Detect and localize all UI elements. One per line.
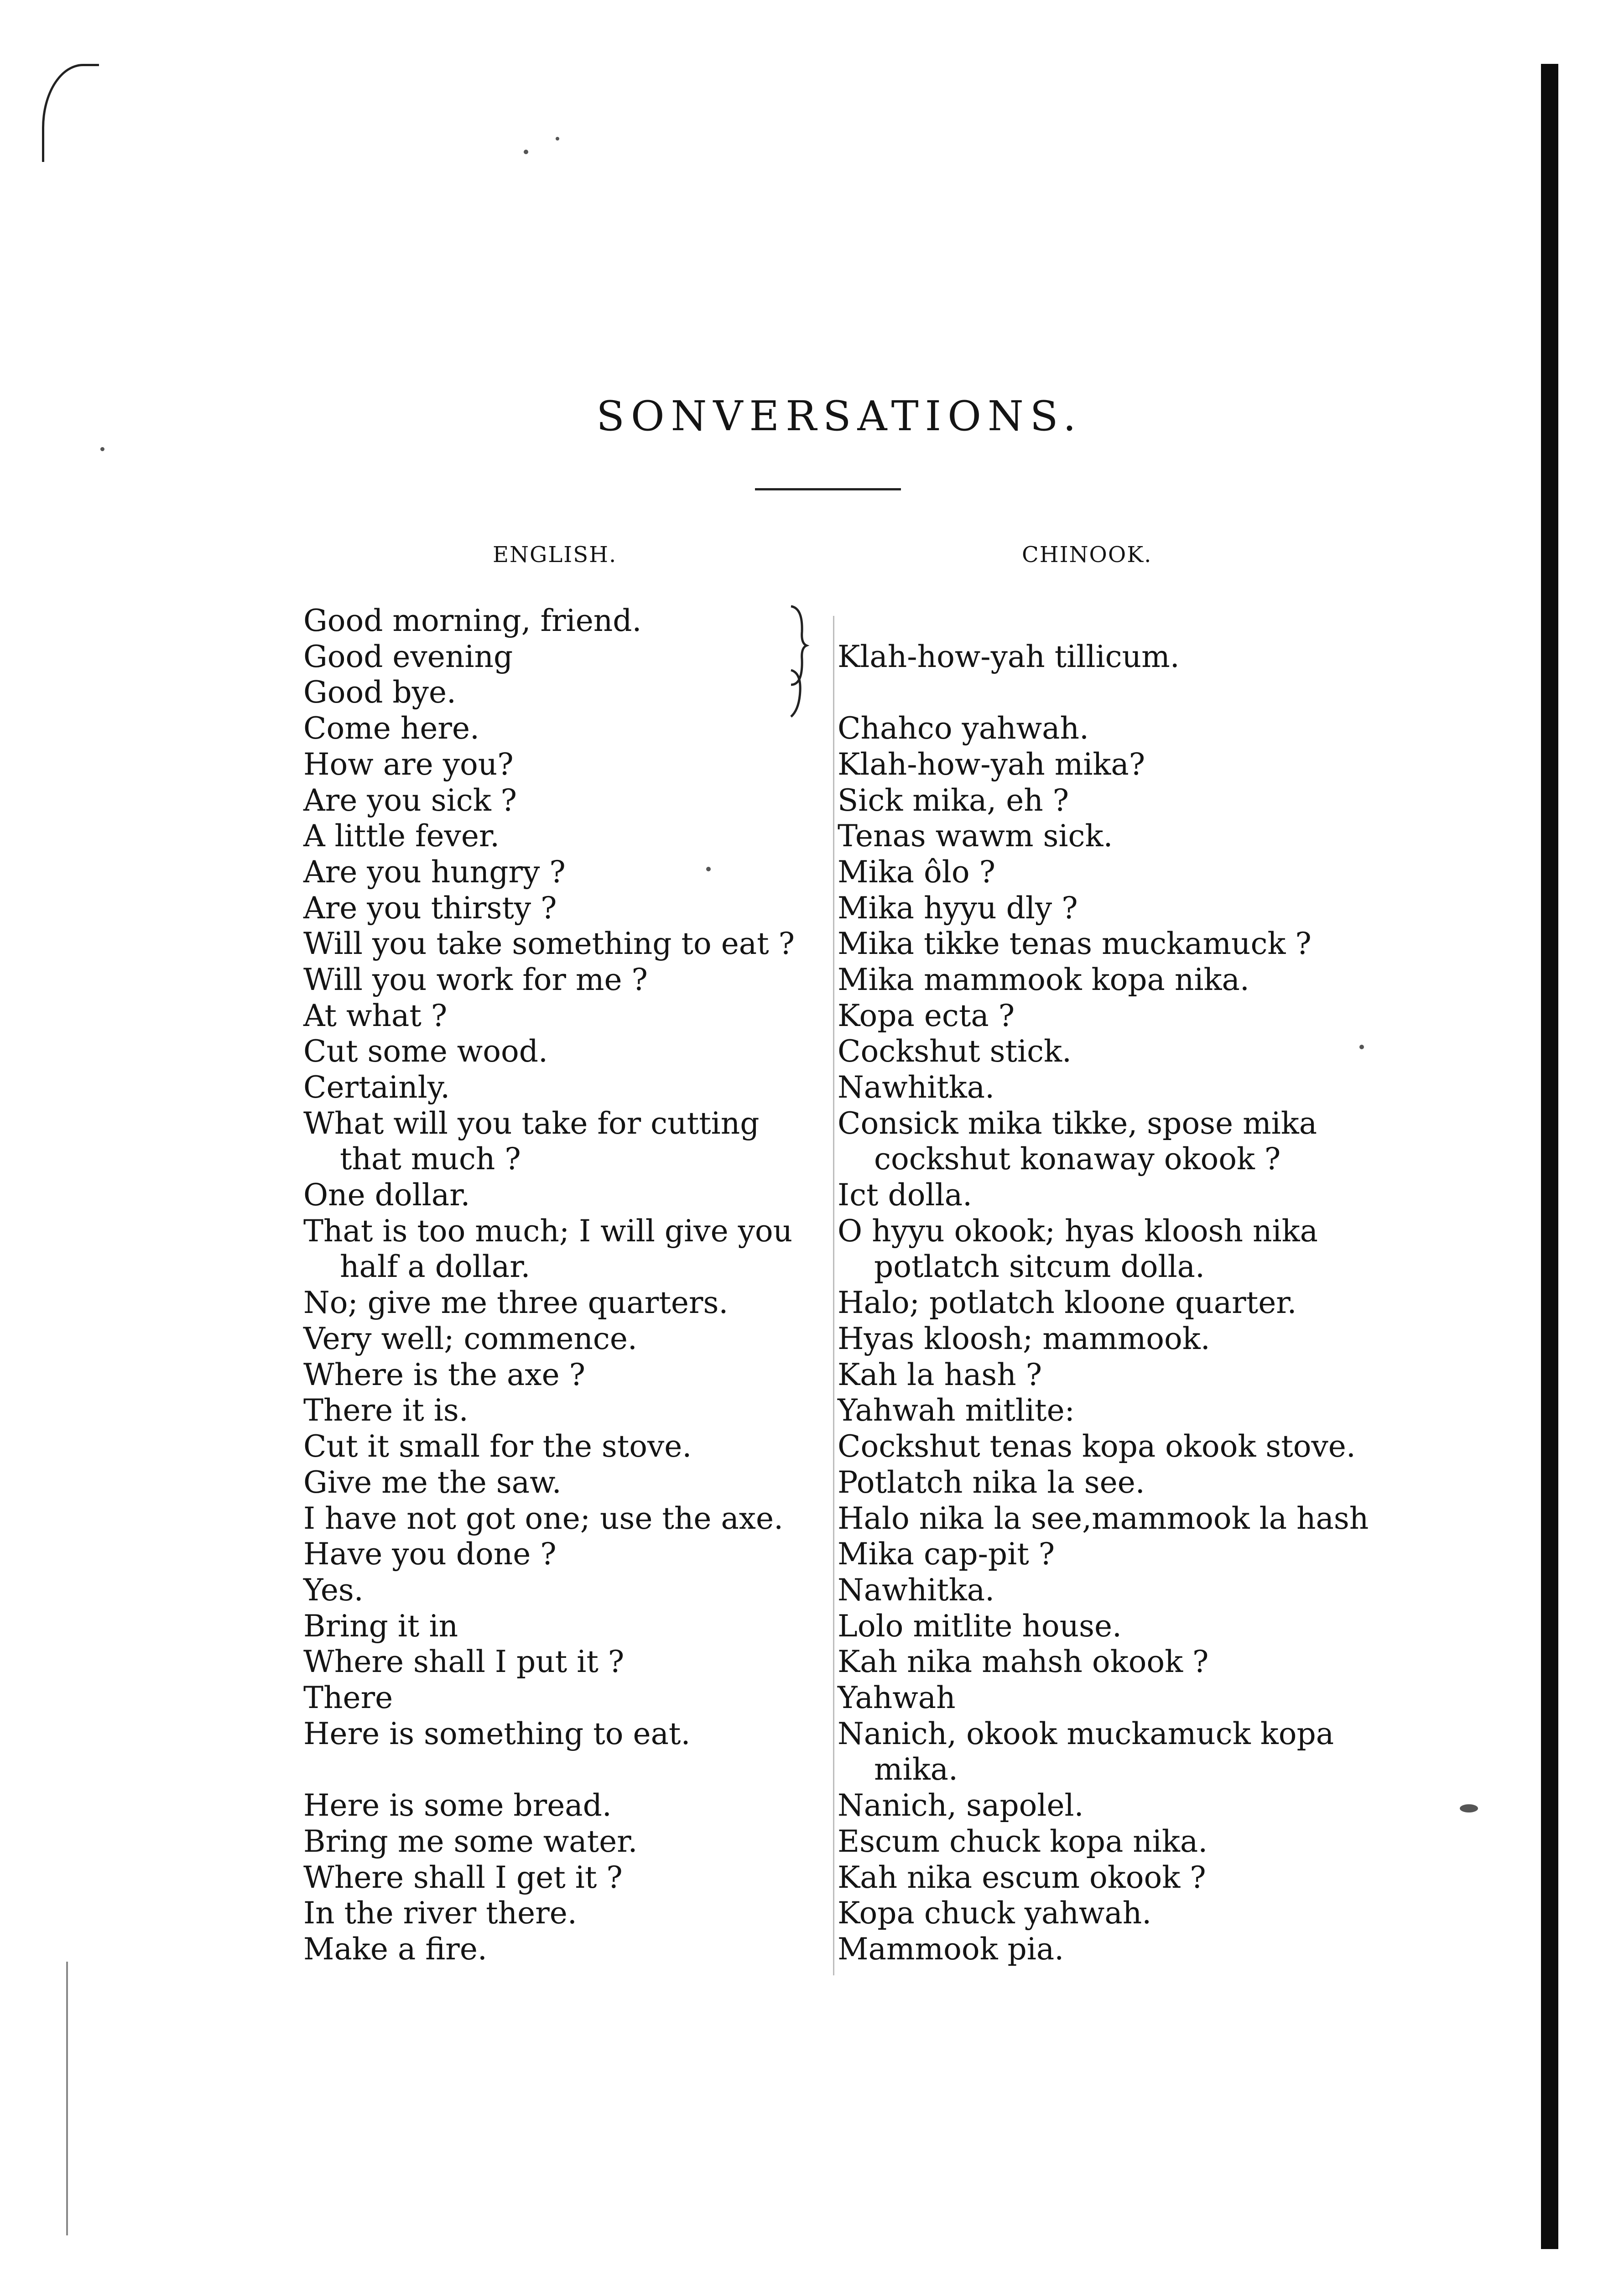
english-phrase-line: Will you work for me ? xyxy=(303,962,648,997)
english-phrase xyxy=(303,1536,828,1572)
english-phrase xyxy=(303,1860,828,1896)
conversation-row xyxy=(0,1213,1624,1285)
english-phrase-line: Here is something to eat. xyxy=(303,1716,691,1751)
english-phrase xyxy=(303,1896,828,1931)
conversation-row xyxy=(0,639,1624,675)
chinook-phrase-line: Yahwah mitlite: xyxy=(838,1393,1075,1428)
column-header-chinook: CHINOOK. xyxy=(1022,542,1152,568)
chinook-phrase xyxy=(838,1824,1374,1859)
conversation-row xyxy=(0,1860,1624,1896)
chinook-phrase-line: O hyyu okook; hyas kloosh nika xyxy=(838,1213,1318,1249)
chinook-phrase xyxy=(838,1716,1374,1787)
chinook-phrase-line: Chahco yahwah. xyxy=(838,711,1089,746)
conversation-row xyxy=(0,783,1624,819)
chinook-phrase-line: Nawhitka. xyxy=(838,1572,995,1608)
english-phrase xyxy=(303,1680,828,1716)
print-speck xyxy=(100,447,104,451)
english-phrase-line: Are you sick ? xyxy=(303,782,517,818)
chinook-phrase-line: Klah-how-yah mika? xyxy=(838,746,1145,782)
conversation-row xyxy=(0,1824,1624,1860)
english-phrase xyxy=(303,1429,828,1464)
chinook-phrase xyxy=(838,1501,1374,1536)
conversation-row xyxy=(0,1573,1624,1609)
conversation-row xyxy=(0,1070,1624,1106)
chinook-phrase xyxy=(838,1213,1374,1285)
chinook-phrase xyxy=(838,1680,1374,1716)
english-phrase-line: Good bye. xyxy=(303,675,456,710)
english-phrase xyxy=(303,675,828,710)
chinook-phrase xyxy=(838,1932,1374,1967)
chinook-phrase-line: Escum chuck kopa nika. xyxy=(838,1823,1208,1859)
conversation-row xyxy=(0,962,1624,998)
english-phrase xyxy=(303,1321,828,1357)
chinook-phrase xyxy=(838,1357,1374,1393)
english-phrase xyxy=(303,711,828,746)
chinook-phrase-line: Consick mika tikke, spose mika xyxy=(838,1105,1317,1141)
english-phrase-line: Where is the axe ? xyxy=(303,1357,586,1392)
english-phrase-line: In the river there. xyxy=(303,1896,577,1931)
chinook-phrase-line: Mammook pia. xyxy=(838,1931,1064,1967)
chinook-phrase xyxy=(838,1177,1374,1213)
chinook-phrase-line: Kah nika escum okook ? xyxy=(838,1859,1206,1895)
chinook-phrase xyxy=(838,747,1374,782)
chinook-phrase-line: Kopa ecta ? xyxy=(838,998,1015,1033)
english-phrase-line: There it is. xyxy=(303,1393,468,1428)
english-phrase xyxy=(303,1824,828,1859)
english-phrase xyxy=(303,1501,828,1536)
chinook-phrase xyxy=(838,1465,1374,1500)
conversation-row xyxy=(0,1357,1624,1393)
chinook-phrase-line: Halo; potlatch kloone quarter. xyxy=(838,1285,1297,1321)
english-phrase-line: Good morning, friend. xyxy=(303,603,642,638)
conversation-row xyxy=(0,1106,1624,1177)
conversation-row xyxy=(0,998,1624,1034)
english-phrase xyxy=(303,1465,828,1500)
conversation-row xyxy=(0,818,1624,854)
conversation-row xyxy=(0,1321,1624,1357)
chinook-phrase-line: Nanich, sapolel. xyxy=(838,1788,1084,1823)
chinook-phrase-line: Yahwah xyxy=(838,1680,956,1715)
english-phrase-line: Where shall I get it ? xyxy=(303,1859,623,1895)
chinook-phrase-line: Lolo mitlite house. xyxy=(838,1608,1122,1644)
conversation-row xyxy=(0,854,1624,891)
conversation-row xyxy=(0,891,1624,927)
conversation-row xyxy=(0,1034,1624,1070)
english-phrase xyxy=(303,639,828,675)
conversation-row xyxy=(0,1644,1624,1680)
chinook-phrase xyxy=(838,1609,1374,1644)
english-phrase-line: At what ? xyxy=(303,998,448,1033)
column-header-english: ENGLISH. xyxy=(493,542,617,568)
chinook-phrase-line: Klah-how-yah tillicum. xyxy=(838,639,1180,674)
chinook-phrase xyxy=(838,1896,1374,1931)
print-speck xyxy=(1359,1045,1364,1049)
chinook-phrase xyxy=(838,639,1374,675)
chinook-phrase-line: Sick mika, eh ? xyxy=(838,782,1069,818)
english-phrase xyxy=(303,962,828,998)
english-phrase-line: Will you take something to eat ? xyxy=(303,926,795,962)
chinook-phrase-line: Potlatch nika la see. xyxy=(838,1464,1145,1500)
chinook-phrase xyxy=(838,1644,1374,1680)
english-phrase xyxy=(303,926,828,962)
english-phrase-line: I have not got one; use the axe. xyxy=(303,1500,784,1536)
english-phrase-line: Are you thirsty ? xyxy=(303,890,557,926)
english-phrase xyxy=(303,1573,828,1608)
chinook-phrase xyxy=(838,1321,1374,1357)
chinook-phrase-line: Mika ôlo ? xyxy=(838,854,995,890)
english-phrase-line: Bring it in xyxy=(303,1608,458,1644)
english-phrase xyxy=(303,1106,828,1177)
english-phrase xyxy=(303,1285,828,1321)
conversation-row xyxy=(0,747,1624,783)
chinook-phrase xyxy=(838,1285,1374,1321)
chinook-phrase-line: Kah nika mahsh okook ? xyxy=(838,1644,1209,1680)
chinook-phrase xyxy=(838,1070,1374,1105)
conversation-row xyxy=(0,1932,1624,1968)
conversation-row xyxy=(0,675,1624,711)
chinook-phrase xyxy=(838,962,1374,998)
english-phrase-line: There xyxy=(303,1680,393,1715)
chinook-phrase-line: Mika hyyu dly ? xyxy=(838,890,1078,926)
conversation-row xyxy=(0,1716,1624,1788)
print-speck xyxy=(556,137,559,141)
english-phrase xyxy=(303,1644,828,1680)
english-phrase-line: What will you take for cutting xyxy=(303,1105,760,1141)
chinook-phrase xyxy=(838,783,1374,818)
english-phrase-line: Have you done ? xyxy=(303,1536,557,1572)
english-phrase-line: Very well; commence. xyxy=(303,1321,637,1356)
chinook-phrase xyxy=(838,1034,1374,1069)
english-phrase-line: How are you? xyxy=(303,746,514,782)
conversation-row xyxy=(0,926,1624,962)
conversation-row xyxy=(0,1393,1624,1429)
english-phrase-line: Certainly. xyxy=(303,1070,450,1105)
english-phrase-line: Where shall I put it ? xyxy=(303,1644,625,1680)
english-phrase-line: Cut some wood. xyxy=(303,1034,548,1069)
chinook-phrase-line: Kopa chuck yahwah. xyxy=(838,1896,1152,1931)
english-phrase-line: Good evening xyxy=(303,639,513,674)
english-phrase xyxy=(303,1716,828,1752)
chinook-phrase xyxy=(838,1788,1374,1823)
chinook-phrase xyxy=(838,998,1374,1034)
english-phrase xyxy=(303,1609,828,1644)
english-phrase-line: Give me the saw. xyxy=(303,1464,562,1500)
chinook-phrase-line: Mika cap-pit ? xyxy=(838,1536,1055,1572)
english-phrase xyxy=(303,603,828,639)
print-speck xyxy=(706,867,711,871)
conversation-row xyxy=(0,1429,1624,1465)
english-phrase xyxy=(303,1788,828,1823)
english-phrase xyxy=(303,1070,828,1105)
chinook-phrase xyxy=(838,711,1374,746)
conversation-row xyxy=(0,1177,1624,1213)
english-phrase xyxy=(303,998,828,1034)
english-phrase xyxy=(303,818,828,854)
chinook-phrase-line: Cockshut tenas kopa okook stove. xyxy=(838,1429,1356,1464)
chinook-phrase-continuation: cockshut konaway okook ? xyxy=(874,1141,1281,1177)
english-phrase xyxy=(303,747,828,782)
chinook-phrase xyxy=(838,1860,1374,1896)
english-phrase-line: That is too much; I will give you xyxy=(303,1213,793,1249)
chinook-phrase-line: Nanich, okook muckamuck kopa xyxy=(838,1716,1334,1751)
chinook-phrase-continuation: potlatch sitcum dolla. xyxy=(874,1249,1205,1284)
conversation-row xyxy=(0,1609,1624,1645)
english-phrase xyxy=(303,1177,828,1213)
chinook-phrase-line: Cockshut stick. xyxy=(838,1034,1072,1069)
chinook-phrase xyxy=(838,1106,1374,1177)
english-phrase xyxy=(303,1393,828,1428)
english-phrase xyxy=(303,891,828,926)
english-phrase xyxy=(303,1213,828,1285)
chinook-phrase-line: Ict dolla. xyxy=(838,1177,973,1213)
english-phrase xyxy=(303,1932,828,1967)
chinook-phrase xyxy=(838,1536,1374,1572)
english-phrase-line: Are you hungry ? xyxy=(303,854,566,890)
english-phrase-line: A little fever. xyxy=(303,818,500,854)
print-speck xyxy=(524,150,528,154)
chinook-phrase-line: Halo nika la see,mammook la hash xyxy=(838,1500,1369,1536)
english-phrase xyxy=(303,1357,828,1393)
chinook-phrase-line: Nawhitka. xyxy=(838,1070,995,1105)
chinook-phrase xyxy=(838,854,1374,890)
english-phrase-continuation: that much ? xyxy=(340,1141,521,1177)
english-phrase xyxy=(303,854,828,890)
english-phrase-line: No; give me three quarters. xyxy=(303,1285,729,1321)
english-phrase-line: Here is some bread. xyxy=(303,1788,612,1823)
conversation-row xyxy=(0,1536,1624,1573)
conversation-row xyxy=(0,1501,1624,1537)
chinook-phrase-line: Mika mammook kopa nika. xyxy=(838,962,1249,997)
chinook-phrase xyxy=(838,1393,1374,1428)
chinook-phrase-line: Hyas kloosh; mammook. xyxy=(838,1321,1210,1356)
conversation-row xyxy=(0,1465,1624,1501)
conversation-row xyxy=(0,603,1624,639)
chinook-phrase xyxy=(838,891,1374,926)
english-phrase-line: Cut it small for the stove. xyxy=(303,1429,692,1464)
conversation-row xyxy=(0,1680,1624,1716)
chinook-phrase xyxy=(838,1429,1374,1464)
conversation-row xyxy=(0,711,1624,747)
conversation-row xyxy=(0,1285,1624,1321)
chinook-phrase xyxy=(838,818,1374,854)
english-phrase-line: Come here. xyxy=(303,711,480,746)
chinook-phrase-line: Tenas wawm sick. xyxy=(838,818,1113,854)
chinook-phrase-continuation: mika. xyxy=(874,1751,958,1787)
chinook-phrase xyxy=(838,1573,1374,1608)
english-phrase-line: One dollar. xyxy=(303,1177,470,1213)
page-title: SONVERSATIONS. xyxy=(596,392,1083,440)
english-phrase xyxy=(303,1034,828,1069)
english-phrase-line: Yes. xyxy=(303,1572,364,1608)
chinook-phrase xyxy=(838,926,1374,962)
english-phrase xyxy=(303,783,828,818)
chinook-phrase-line: Mika tikke tenas muckamuck ? xyxy=(838,926,1312,962)
print-speck xyxy=(1460,1804,1478,1812)
english-phrase-continuation: half a dollar. xyxy=(340,1249,531,1284)
chinook-phrase-line: Kah la hash ? xyxy=(838,1357,1042,1392)
conversation-row xyxy=(0,1788,1624,1824)
english-phrase-line: Make a fire. xyxy=(303,1931,487,1967)
english-phrase-line: Bring me some water. xyxy=(303,1823,638,1859)
conversation-row xyxy=(0,1896,1624,1932)
